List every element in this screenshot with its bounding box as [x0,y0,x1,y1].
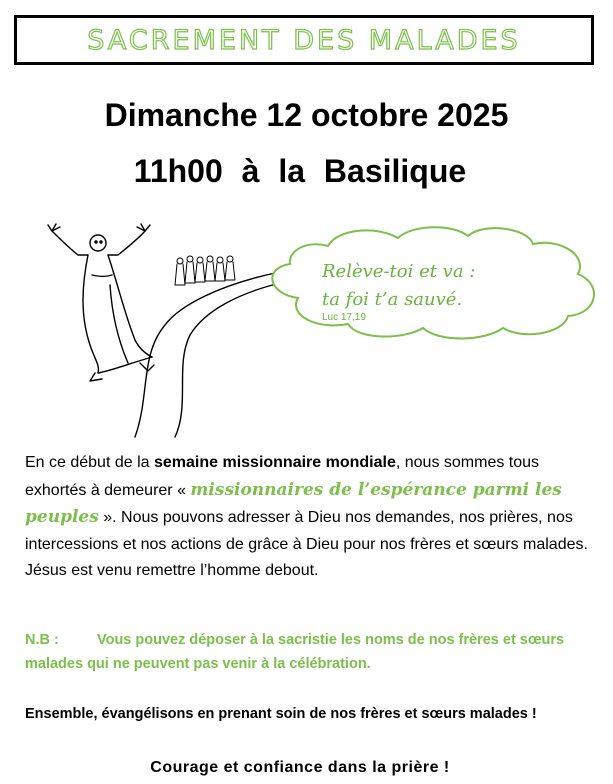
para-part-2: , nous sommes tous exhortés à demeurer « [25,454,540,499]
nb-text: Vous pouvez déposer à la sacristie les noms de nos frères et sœurs malades qui ne peuvent pas venir à la célébration. [25,632,565,672]
event-time: 11h00 à la Basilique [133,153,467,189]
jesus-path-illustration [40,215,290,440]
courage-text: Courage et confiance dans la prière ! [150,759,450,776]
para-highlight: missionnaires de l’espérance parmi les peuples [25,479,562,527]
nota-bene [25,628,595,676]
quote-reference: Luc 17,19 [322,312,366,323]
para-part-3: ». Nous pouvons adresser à Dieu nos demandes, nos prières, nos intercessions et nos actions de grâce à Dieu pour nos frères et sœurs malades. Jésus est venu remettre l’homme debout. [25,509,588,579]
bible-quote [322,258,562,314]
para-part-1: En ce début de la [25,454,154,471]
nb-label: N.B : [25,632,59,648]
para-bold: semaine missionnaire mondiale [153,454,396,471]
intro-paragraph [25,450,595,585]
event-date: Dimanche 12 octobre 2025 [104,97,509,133]
banner-title: SACREMENT DES MALADES [87,24,521,56]
quote-line-2: ta foi t’a sauvé. [322,289,463,310]
title-banner [14,15,594,65]
quote-line-1: Relève-toi et va : [322,261,476,282]
ensemble-text: Ensemble, évangélisons en prenant soin de nos frères et sœurs malades ! [25,706,537,722]
